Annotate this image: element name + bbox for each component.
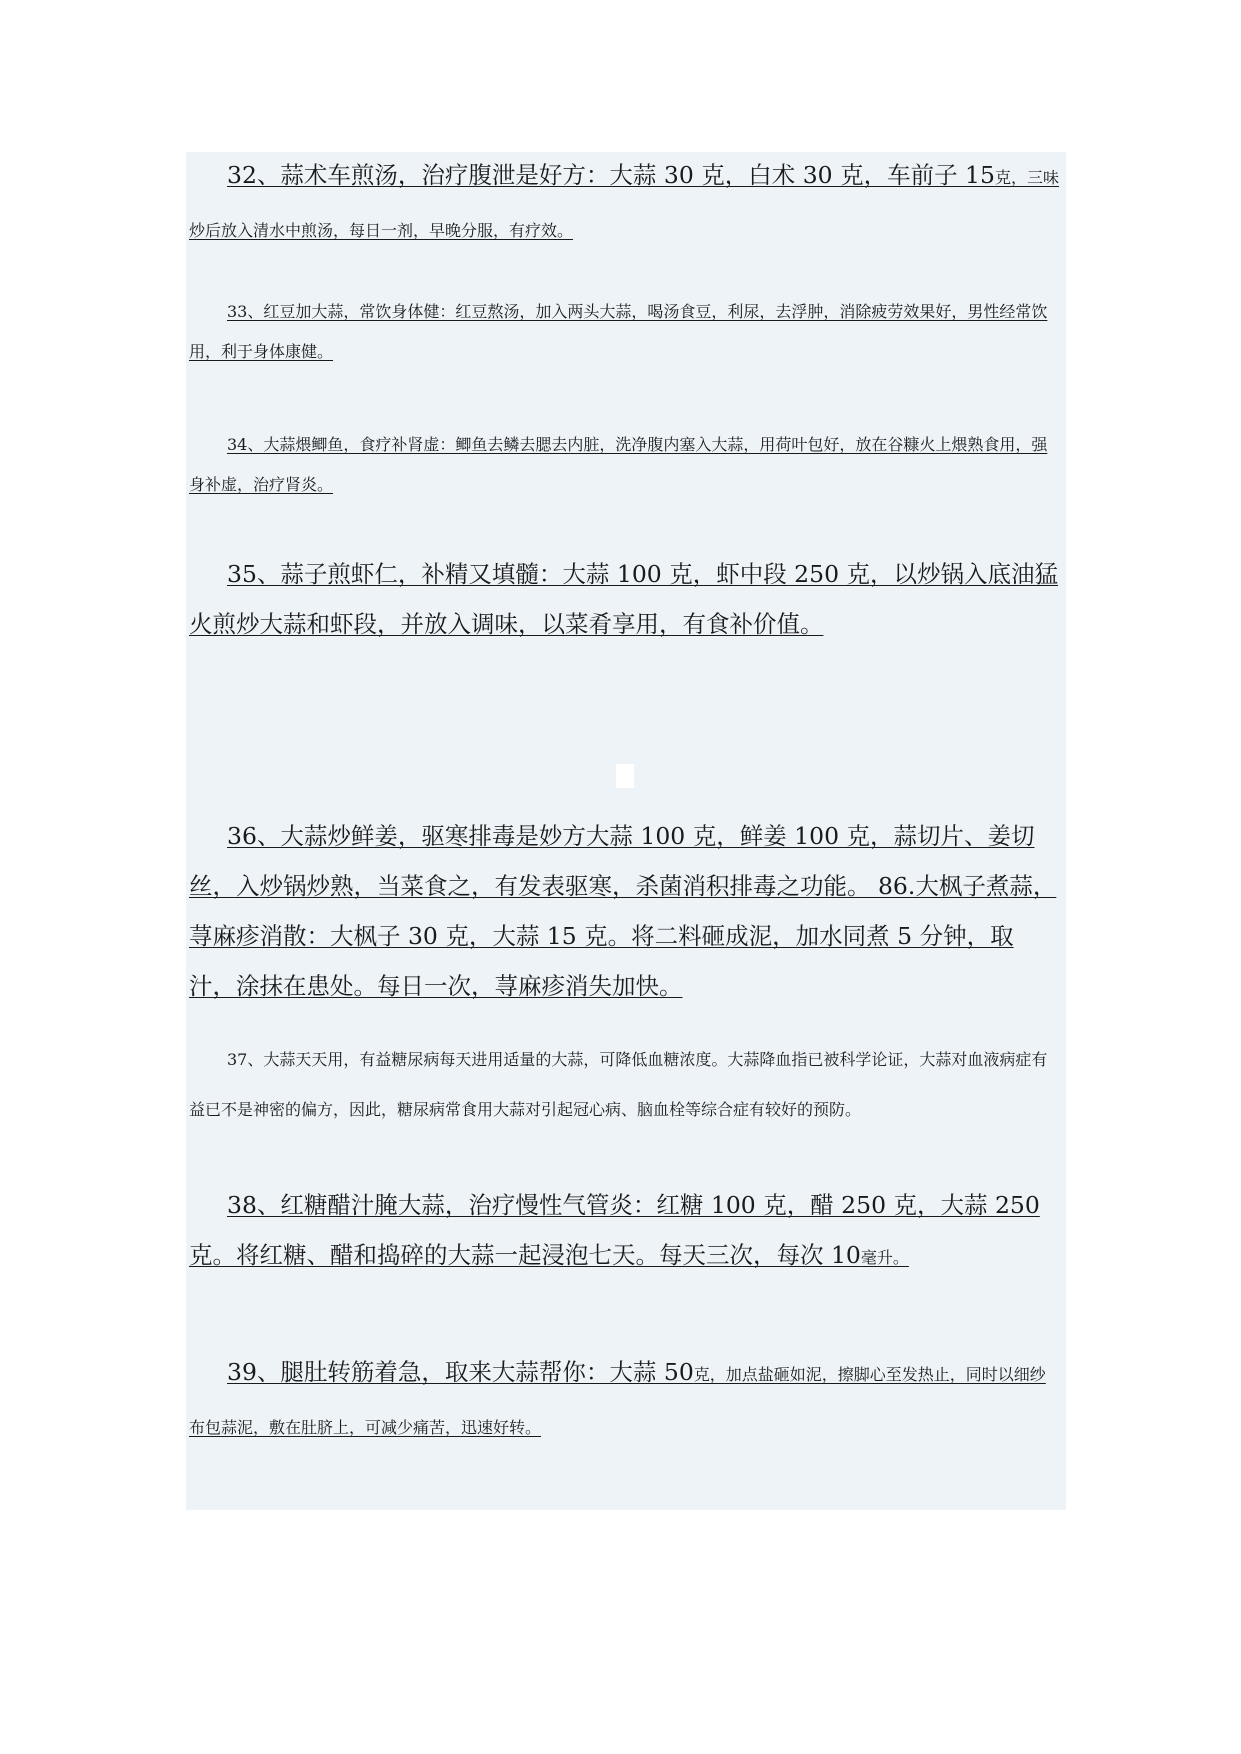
paragraph-39-tail: 克，加点盐砸如泥，擦脚心至发热止，同时以细纱布包蒜泥，敷在肚脐上，可减少痛苦，迅速好转。	[189, 1365, 1046, 1437]
paragraph-38	[189, 1180, 1059, 1283]
paragraph-36	[189, 811, 1059, 1011]
paragraph-32	[189, 150, 1059, 256]
paragraph-36-text: 36、大蒜炒鲜姜，驱寒排毒是妙方大蒜 100 克，鲜姜 100 克，蒜切片、姜切丝，入炒锅炒熟，当菜食之，有发表驱寒，杀菌消积排毒之功能。 86.大枫子煮蒜，荨麻疹消散：大枫子 30 克，大蒜 15 克。将二料砸成泥，加水同煮 5 分钟，取汁，涂抹在患处。每日一次，荨麻疹消失加快。	[189, 822, 1057, 1000]
paragraph-37	[189, 1035, 1059, 1135]
paragraph-34	[189, 425, 1059, 505]
paragraph-33	[189, 292, 1059, 372]
paragraph-32-main: 32、蒜术车煎汤，治疗腹泄是好方：大蒜 30 克，白术 30 克，车前子 15	[227, 161, 995, 189]
paragraph-39	[189, 1347, 1059, 1453]
paragraph-33-text: 33、红豆加大蒜，常饮身体健：红豆熬汤，加入两头大蒜，喝汤食豆，利尿，去浮肿，消除疲劳效果好，男性经常饮用，利于身体康健。	[189, 302, 1048, 361]
paragraph-38-tail: 毫升。	[860, 1248, 909, 1267]
paragraph-35	[189, 549, 1059, 649]
paragraph-35-text: 35、蒜子煎虾仁，补精又填髓：大蒜 100 克，虾中段 250 克，以炒锅入底油猛火煎炒大蒜和虾段，并放入调味，以菜肴享用，有食补价值。	[189, 560, 1058, 638]
white-marker	[616, 764, 634, 788]
paragraph-38-main: 38、红糖醋汁腌大蒜，治疗慢性气管炎：红糖 100 克，醋 250 克，大蒜 250 克。将红糖、醋和捣碎的大蒜一起浸泡七天。每天三次，每次 10	[189, 1191, 1040, 1269]
paragraph-32-tail: 克，三味炒后放入清水中煎汤，每日一剂，早晚分服，有疗效。	[189, 168, 1059, 240]
paragraph-34-text: 34、大蒜煨鲫鱼，食疗补肾虚：鲫鱼去鳞去腮去内脏，洗净腹内塞入大蒜，用荷叶包好，放在谷糠火上煨熟食用，强身补虚，治疗肾炎。	[189, 435, 1048, 494]
paragraph-37-text: 37、大蒜天天用，有益糖尿病每天进用适量的大蒜，可降低血糖浓度。大蒜降血指已被科学论证，大蒜对血液病症有益已不是神密的偏方，因此，糖尿病常食用大蒜对引起冠心病、脑血栓等综合症有较好的预防。	[189, 1050, 1048, 1119]
paragraph-39-main: 39、腿肚转筋着急，取来大蒜帮你：大蒜 50	[227, 1358, 694, 1386]
